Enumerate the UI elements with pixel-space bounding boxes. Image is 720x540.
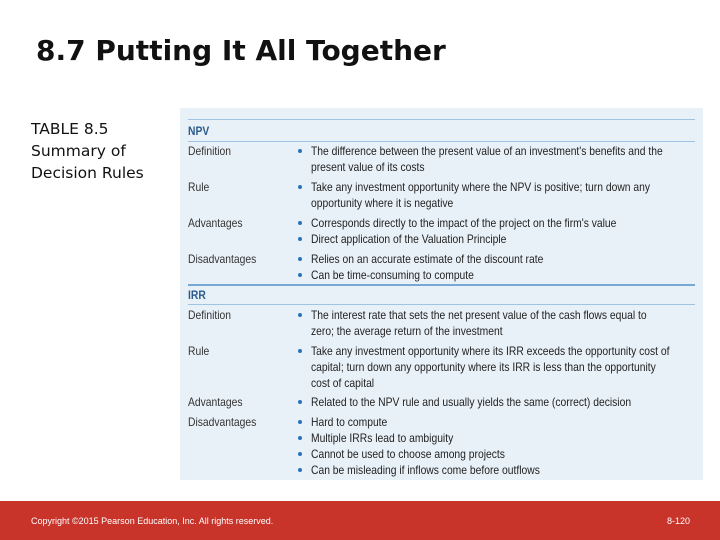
irr-disadvantage-2: Multiple IRRs lead to ambiguity (311, 431, 454, 445)
irr-definition-label: Definition (188, 308, 232, 322)
npv-rule-text: Take any investment opportunity where the NPV is positive; turn down any opportunity where it is negative (311, 180, 651, 210)
npv-header-rule (188, 141, 695, 142)
caption-table-number: TABLE 8.5 (31, 120, 109, 138)
caption-line-2: Summary of (31, 142, 126, 160)
bullet-icon (298, 273, 302, 277)
irr-disadvantage-3: Cannot be used to choose among projects (311, 447, 505, 461)
npv-definition-label: Definition (188, 144, 232, 158)
irr-advantages-label: Advantages (188, 395, 243, 409)
irr-advantage-1: Related to the NPV rule and usually yields the same (correct) decision (311, 395, 632, 409)
bullet-icon (298, 185, 302, 189)
bullet-icon (298, 257, 302, 261)
irr-definition-text: The interest rate that sets the net present value of the cash flows equal to zero; the average return of the investment (311, 308, 647, 338)
npv-disadvantage-1: Relies on an accurate estimate of the discount rate (311, 252, 544, 266)
npv-section-title: NPV (188, 124, 210, 138)
page-number: 8-120 (666, 516, 690, 526)
bullet-icon (298, 420, 302, 424)
irr-rule-text: Take any investment opportunity where its IRR exceeds the opportunity cost of capital; turn down any opportunity where its IRR is less than the opportunity cost of capital (311, 344, 670, 390)
irr-header-rule (188, 304, 695, 305)
npv-advantage-2: Direct application of the Valuation Principle (311, 232, 507, 246)
irr-disadvantage-4: Can be misleading if inflows come before outflows (311, 463, 540, 477)
bullet-icon (298, 436, 302, 440)
npv-advantages-label: Advantages (188, 216, 243, 230)
bullet-icon (298, 468, 302, 472)
bullet-icon (298, 400, 302, 404)
irr-disadvantages-label: Disadvantages (188, 415, 257, 429)
bullet-icon (298, 221, 302, 225)
npv-top-rule (188, 119, 695, 120)
irr-top-rule (188, 284, 695, 286)
slide-title: 8.7 Putting It All Together (36, 34, 446, 67)
bullet-icon (298, 237, 302, 241)
caption-line-3: Decision Rules (31, 164, 144, 182)
irr-disadvantage-1: Hard to compute (311, 415, 388, 429)
npv-rule-label: Rule (188, 180, 210, 194)
bullet-icon (298, 452, 302, 456)
footer-copyright: Copyright ©2015 Pearson Education, Inc. All rights reserved. (31, 516, 274, 526)
irr-rule-label: Rule (188, 344, 210, 358)
irr-section-title: IRR (188, 288, 206, 302)
bullet-icon (298, 349, 302, 353)
npv-disadvantages-label: Disadvantages (188, 252, 257, 266)
table-caption (31, 118, 181, 184)
decision-rules-table (180, 108, 703, 480)
npv-disadvantage-2: Can be time-consuming to compute (311, 268, 474, 282)
bullet-icon (298, 149, 302, 153)
bullet-icon (298, 313, 302, 317)
npv-definition-text: The difference between the present value of an investment's benefits and the present value of its costs (311, 144, 663, 174)
npv-advantage-1: Corresponds directly to the impact of the project on the firm's value (311, 216, 617, 230)
footer-bar (0, 501, 720, 540)
